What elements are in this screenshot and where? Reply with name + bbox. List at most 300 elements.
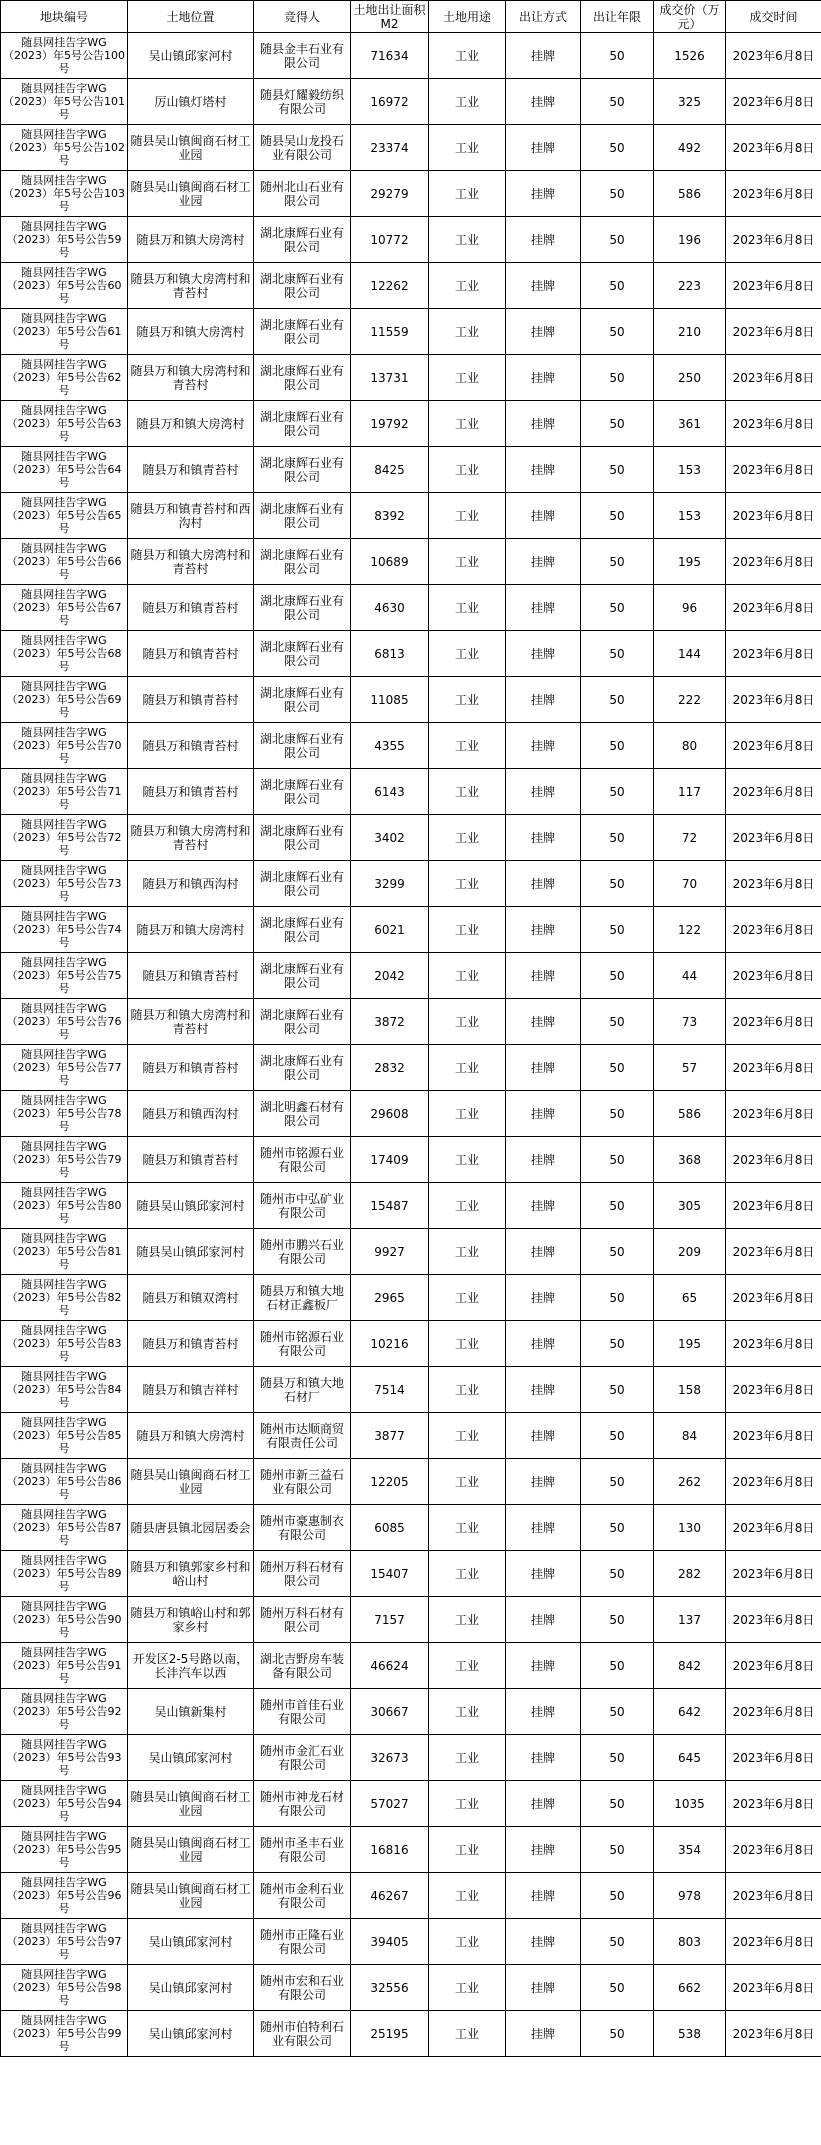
price-cell: 645 (654, 1735, 726, 1781)
location-cell: 随县万和镇大房湾村和青苔村 (128, 263, 254, 309)
years-cell: 50 (581, 1597, 654, 1643)
years-cell: 50 (581, 1137, 654, 1183)
years-cell: 50 (581, 79, 654, 125)
area-cell: 3402 (351, 815, 429, 861)
method-cell: 挂牌 (506, 1183, 581, 1229)
buyer-cell: 湖北康辉石业有限公司 (254, 263, 351, 309)
years-cell: 50 (581, 263, 654, 309)
price-cell: 73 (654, 999, 726, 1045)
price-cell: 122 (654, 907, 726, 953)
price-cell: 196 (654, 217, 726, 263)
header-area: 土地出让面积M2 (351, 1, 429, 33)
years-cell: 50 (581, 1735, 654, 1781)
method-cell: 挂牌 (506, 1321, 581, 1367)
area-cell: 4355 (351, 723, 429, 769)
location-cell: 随县吴山镇邱家河村 (128, 1229, 254, 1275)
buyer-cell: 湖北康辉石业有限公司 (254, 631, 351, 677)
price-cell: 538 (654, 2011, 726, 2057)
usage-cell: 工业 (429, 1735, 506, 1781)
usage-cell: 工业 (429, 79, 506, 125)
method-cell: 挂牌 (506, 1597, 581, 1643)
table-row (1, 1045, 821, 1091)
date-cell: 2023年6月8日 (726, 861, 821, 907)
table-row (1, 585, 821, 631)
buyer-cell: 随州市豪惠制衣有限公司 (254, 1505, 351, 1551)
location-cell: 随县吴山镇闽商石材工业园 (128, 125, 254, 171)
usage-cell: 工业 (429, 1275, 506, 1321)
usage-cell: 工业 (429, 999, 506, 1045)
date-cell: 2023年6月8日 (726, 815, 821, 861)
table-body (1, 33, 821, 2057)
price-cell: 361 (654, 401, 726, 447)
date-cell: 2023年6月8日 (726, 1689, 821, 1735)
method-cell: 挂牌 (506, 723, 581, 769)
usage-cell: 工业 (429, 493, 506, 539)
location-cell: 随县万和镇大房湾村 (128, 1413, 254, 1459)
area-cell: 46267 (351, 1873, 429, 1919)
usage-cell: 工业 (429, 769, 506, 815)
parcel-code-cell: 随县网挂告字WG（2023）年5号公告77号 (1, 1045, 128, 1091)
area-cell: 16972 (351, 79, 429, 125)
usage-cell: 工业 (429, 723, 506, 769)
method-cell: 挂牌 (506, 953, 581, 999)
price-cell: 70 (654, 861, 726, 907)
parcel-code-cell: 随县网挂告字WG（2023）年5号公告59号 (1, 217, 128, 263)
method-cell: 挂牌 (506, 1045, 581, 1091)
years-cell: 50 (581, 631, 654, 677)
location-cell: 随县万和镇青苔村 (128, 1045, 254, 1091)
buyer-cell: 湖北康辉石业有限公司 (254, 907, 351, 953)
years-cell: 50 (581, 953, 654, 999)
years-cell: 50 (581, 1689, 654, 1735)
area-cell: 9927 (351, 1229, 429, 1275)
area-cell: 2965 (351, 1275, 429, 1321)
method-cell: 挂牌 (506, 1275, 581, 1321)
parcel-code-cell: 随县网挂告字WG（2023）年5号公告71号 (1, 769, 128, 815)
price-cell: 492 (654, 125, 726, 171)
method-cell: 挂牌 (506, 585, 581, 631)
parcel-code-cell: 随县网挂告字WG（2023）年5号公告101号 (1, 79, 128, 125)
method-cell: 挂牌 (506, 125, 581, 171)
location-cell: 随县万和镇大房湾村 (128, 217, 254, 263)
table-row (1, 1735, 821, 1781)
price-cell: 65 (654, 1275, 726, 1321)
buyer-cell: 湖北康辉石业有限公司 (254, 723, 351, 769)
buyer-cell: 随州市铭源石业有限公司 (254, 1321, 351, 1367)
table-row (1, 263, 821, 309)
buyer-cell: 随州市铭源石业有限公司 (254, 1137, 351, 1183)
method-cell: 挂牌 (506, 1781, 581, 1827)
location-cell: 随县万和镇青苔村 (128, 1321, 254, 1367)
location-cell: 随县吴山镇闽商石材工业园 (128, 1827, 254, 1873)
price-cell: 262 (654, 1459, 726, 1505)
parcel-code-cell: 随县网挂告字WG（2023）年5号公告80号 (1, 1183, 128, 1229)
price-cell: 144 (654, 631, 726, 677)
usage-cell: 工业 (429, 125, 506, 171)
area-cell: 3877 (351, 1413, 429, 1459)
date-cell: 2023年6月8日 (726, 1643, 821, 1689)
years-cell: 50 (581, 1413, 654, 1459)
years-cell: 50 (581, 907, 654, 953)
method-cell: 挂牌 (506, 493, 581, 539)
table-row (1, 677, 821, 723)
buyer-cell: 湖北康辉石业有限公司 (254, 769, 351, 815)
table-row (1, 1321, 821, 1367)
parcel-code-cell: 随县网挂告字WG（2023）年5号公告100号 (1, 33, 128, 79)
area-cell: 10772 (351, 217, 429, 263)
parcel-code-cell: 随县网挂告字WG（2023）年5号公告98号 (1, 1965, 128, 2011)
parcel-code-cell: 随县网挂告字WG（2023）年5号公告95号 (1, 1827, 128, 1873)
years-cell: 50 (581, 815, 654, 861)
usage-cell: 工业 (429, 1597, 506, 1643)
years-cell: 50 (581, 1229, 654, 1275)
date-cell: 2023年6月8日 (726, 1045, 821, 1091)
years-cell: 50 (581, 447, 654, 493)
location-cell: 随县万和镇郭家乡村和峪山村 (128, 1551, 254, 1597)
usage-cell: 工业 (429, 401, 506, 447)
price-cell: 1035 (654, 1781, 726, 1827)
price-cell: 117 (654, 769, 726, 815)
table-row (1, 999, 821, 1045)
date-cell: 2023年6月8日 (726, 33, 821, 79)
area-cell: 7514 (351, 1367, 429, 1413)
years-cell: 50 (581, 1045, 654, 1091)
buyer-cell: 随州市新三益石业有限公司 (254, 1459, 351, 1505)
usage-cell: 工业 (429, 1229, 506, 1275)
table-row (1, 1689, 821, 1735)
date-cell: 2023年6月8日 (726, 1459, 821, 1505)
date-cell: 2023年6月8日 (726, 1873, 821, 1919)
area-cell: 10689 (351, 539, 429, 585)
header-buyer: 竞得人 (254, 1, 351, 33)
years-cell: 50 (581, 171, 654, 217)
price-cell: 96 (654, 585, 726, 631)
location-cell: 随县吴山镇邱家河村 (128, 1183, 254, 1229)
method-cell: 挂牌 (506, 1873, 581, 1919)
location-cell: 随县万和镇大房湾村和青苔村 (128, 355, 254, 401)
area-cell: 2042 (351, 953, 429, 999)
usage-cell: 工业 (429, 309, 506, 355)
buyer-cell: 随县灯耀毅纺织有限公司 (254, 79, 351, 125)
usage-cell: 工业 (429, 861, 506, 907)
area-cell: 3299 (351, 861, 429, 907)
buyer-cell: 湖北康辉石业有限公司 (254, 355, 351, 401)
date-cell: 2023年6月8日 (726, 355, 821, 401)
table-row (1, 907, 821, 953)
date-cell: 2023年6月8日 (726, 723, 821, 769)
price-cell: 250 (654, 355, 726, 401)
date-cell: 2023年6月8日 (726, 1735, 821, 1781)
parcel-code-cell: 随县网挂告字WG（2023）年5号公告94号 (1, 1781, 128, 1827)
method-cell: 挂牌 (506, 1505, 581, 1551)
location-cell: 厉山镇灯塔村 (128, 79, 254, 125)
parcel-code-cell: 随县网挂告字WG（2023）年5号公告73号 (1, 861, 128, 907)
method-cell: 挂牌 (506, 355, 581, 401)
buyer-cell: 湖北康辉石业有限公司 (254, 401, 351, 447)
date-cell: 2023年6月8日 (726, 1091, 821, 1137)
years-cell: 50 (581, 999, 654, 1045)
years-cell: 50 (581, 493, 654, 539)
parcel-code-cell: 随县网挂告字WG（2023）年5号公告66号 (1, 539, 128, 585)
table-row (1, 1275, 821, 1321)
parcel-code-cell: 随县网挂告字WG（2023）年5号公告76号 (1, 999, 128, 1045)
usage-cell: 工业 (429, 217, 506, 263)
table-row (1, 1413, 821, 1459)
location-cell: 开发区2-5号路以南，长沣汽车以西 (128, 1643, 254, 1689)
buyer-cell: 随州市首佳石业有限公司 (254, 1689, 351, 1735)
price-cell: 586 (654, 171, 726, 217)
location-cell: 随县万和镇青苔村 (128, 953, 254, 999)
area-cell: 15487 (351, 1183, 429, 1229)
parcel-code-cell: 随县网挂告字WG（2023）年5号公告78号 (1, 1091, 128, 1137)
usage-cell: 工业 (429, 631, 506, 677)
buyer-cell: 随州市伯特利石业有限公司 (254, 2011, 351, 2057)
area-cell: 12262 (351, 263, 429, 309)
parcel-code-cell: 随县网挂告字WG（2023）年5号公告81号 (1, 1229, 128, 1275)
parcel-code-cell: 随县网挂告字WG（2023）年5号公告67号 (1, 585, 128, 631)
price-cell: 223 (654, 263, 726, 309)
price-cell: 209 (654, 1229, 726, 1275)
area-cell: 16816 (351, 1827, 429, 1873)
price-cell: 586 (654, 1091, 726, 1137)
location-cell: 随县万和镇青苔村 (128, 585, 254, 631)
table-row (1, 1367, 821, 1413)
price-cell: 222 (654, 677, 726, 723)
date-cell: 2023年6月8日 (726, 907, 821, 953)
table-row (1, 769, 821, 815)
parcel-code-cell: 随县网挂告字WG（2023）年5号公告63号 (1, 401, 128, 447)
years-cell: 50 (581, 1091, 654, 1137)
area-cell: 46624 (351, 1643, 429, 1689)
usage-cell: 工业 (429, 1551, 506, 1597)
buyer-cell: 湖北康辉石业有限公司 (254, 677, 351, 723)
buyer-cell: 随州市圣丰石业有限公司 (254, 1827, 351, 1873)
date-cell: 2023年6月8日 (726, 1827, 821, 1873)
table-row (1, 539, 821, 585)
years-cell: 50 (581, 355, 654, 401)
usage-cell: 工业 (429, 355, 506, 401)
area-cell: 10216 (351, 1321, 429, 1367)
parcel-code-cell: 随县网挂告字WG（2023）年5号公告69号 (1, 677, 128, 723)
area-cell: 29608 (351, 1091, 429, 1137)
location-cell: 随县万和镇青苔村 (128, 677, 254, 723)
table-row (1, 171, 821, 217)
method-cell: 挂牌 (506, 1137, 581, 1183)
price-cell: 325 (654, 79, 726, 125)
parcel-code-cell: 随县网挂告字WG（2023）年5号公告62号 (1, 355, 128, 401)
date-cell: 2023年6月8日 (726, 953, 821, 999)
date-cell: 2023年6月8日 (726, 1919, 821, 1965)
years-cell: 50 (581, 769, 654, 815)
method-cell: 挂牌 (506, 1091, 581, 1137)
price-cell: 57 (654, 1045, 726, 1091)
buyer-cell: 随县万和镇大地石材厂 (254, 1367, 351, 1413)
parcel-code-cell: 随县网挂告字WG（2023）年5号公告82号 (1, 1275, 128, 1321)
buyer-cell: 随州市中弘矿业有限公司 (254, 1183, 351, 1229)
date-cell: 2023年6月8日 (726, 677, 821, 723)
area-cell: 25195 (351, 2011, 429, 2057)
header-years: 出让年限 (581, 1, 654, 33)
method-cell: 挂牌 (506, 1459, 581, 1505)
table-row (1, 1505, 821, 1551)
price-cell: 195 (654, 1321, 726, 1367)
years-cell: 50 (581, 539, 654, 585)
location-cell: 随县万和镇吉祥村 (128, 1367, 254, 1413)
area-cell: 3872 (351, 999, 429, 1045)
table-row (1, 79, 821, 125)
area-cell: 71634 (351, 33, 429, 79)
price-cell: 642 (654, 1689, 726, 1735)
method-cell: 挂牌 (506, 815, 581, 861)
date-cell: 2023年6月8日 (726, 769, 821, 815)
area-cell: 6813 (351, 631, 429, 677)
date-cell: 2023年6月8日 (726, 1137, 821, 1183)
usage-cell: 工业 (429, 1873, 506, 1919)
method-cell: 挂牌 (506, 1643, 581, 1689)
price-cell: 130 (654, 1505, 726, 1551)
price-cell: 44 (654, 953, 726, 999)
area-cell: 7157 (351, 1597, 429, 1643)
table-row (1, 33, 821, 79)
table-header (1, 1, 821, 33)
price-cell: 210 (654, 309, 726, 355)
buyer-cell: 随州市金利石业有限公司 (254, 1873, 351, 1919)
price-cell: 368 (654, 1137, 726, 1183)
parcel-code-cell: 随县网挂告字WG（2023）年5号公告65号 (1, 493, 128, 539)
area-cell: 29279 (351, 171, 429, 217)
header-parcel-code: 地块编号 (1, 1, 128, 33)
method-cell: 挂牌 (506, 1965, 581, 2011)
years-cell: 50 (581, 217, 654, 263)
method-cell: 挂牌 (506, 171, 581, 217)
buyer-cell: 湖北康辉石业有限公司 (254, 999, 351, 1045)
parcel-code-cell: 随县网挂告字WG（2023）年5号公告60号 (1, 263, 128, 309)
years-cell: 50 (581, 1183, 654, 1229)
area-cell: 17409 (351, 1137, 429, 1183)
location-cell: 随县万和镇青苔村和西沟村 (128, 493, 254, 539)
location-cell: 随县万和镇西沟村 (128, 861, 254, 907)
parcel-code-cell: 随县网挂告字WG（2023）年5号公告103号 (1, 171, 128, 217)
usage-cell: 工业 (429, 1459, 506, 1505)
table-row (1, 953, 821, 999)
price-cell: 72 (654, 815, 726, 861)
table-row (1, 1965, 821, 2011)
parcel-code-cell: 随县网挂告字WG（2023）年5号公告93号 (1, 1735, 128, 1781)
usage-cell: 工业 (429, 1091, 506, 1137)
date-cell: 2023年6月8日 (726, 309, 821, 355)
table-row (1, 217, 821, 263)
usage-cell: 工业 (429, 171, 506, 217)
table-row (1, 1781, 821, 1827)
method-cell: 挂牌 (506, 1367, 581, 1413)
method-cell: 挂牌 (506, 33, 581, 79)
buyer-cell: 随州市达顺商贸有限责任公司 (254, 1413, 351, 1459)
location-cell: 吴山镇邱家河村 (128, 1735, 254, 1781)
location-cell: 吴山镇邱家河村 (128, 1965, 254, 2011)
table-row (1, 1919, 821, 1965)
location-cell: 随县万和镇青苔村 (128, 723, 254, 769)
usage-cell: 工业 (429, 2011, 506, 2057)
buyer-cell: 随县万和镇大地石材正鑫板厂 (254, 1275, 351, 1321)
parcel-code-cell: 随县网挂告字WG（2023）年5号公告75号 (1, 953, 128, 999)
price-cell: 978 (654, 1873, 726, 1919)
parcel-code-cell: 随县网挂告字WG（2023）年5号公告86号 (1, 1459, 128, 1505)
area-cell: 32673 (351, 1735, 429, 1781)
header-location: 土地位置 (128, 1, 254, 33)
years-cell: 50 (581, 309, 654, 355)
usage-cell: 工业 (429, 1367, 506, 1413)
date-cell: 2023年6月8日 (726, 401, 821, 447)
years-cell: 50 (581, 861, 654, 907)
area-cell: 39405 (351, 1919, 429, 1965)
buyer-cell: 随县金丰石业有限公司 (254, 33, 351, 79)
usage-cell: 工业 (429, 677, 506, 723)
parcel-code-cell: 随县网挂告字WG（2023）年5号公告96号 (1, 1873, 128, 1919)
buyer-cell: 湖北康辉石业有限公司 (254, 447, 351, 493)
date-cell: 2023年6月8日 (726, 263, 821, 309)
parcel-code-cell: 随县网挂告字WG（2023）年5号公告99号 (1, 2011, 128, 2057)
method-cell: 挂牌 (506, 1229, 581, 1275)
location-cell: 随县万和镇大房湾村 (128, 401, 254, 447)
date-cell: 2023年6月8日 (726, 171, 821, 217)
years-cell: 50 (581, 1367, 654, 1413)
header-method: 出让方式 (506, 1, 581, 33)
parcel-code-cell: 随县网挂告字WG（2023）年5号公告97号 (1, 1919, 128, 1965)
usage-cell: 工业 (429, 33, 506, 79)
location-cell: 随县吴山镇闽商石材工业园 (128, 1873, 254, 1919)
parcel-code-cell: 随县网挂告字WG（2023）年5号公告90号 (1, 1597, 128, 1643)
usage-cell: 工业 (429, 1321, 506, 1367)
area-cell: 11085 (351, 677, 429, 723)
parcel-code-cell: 随县网挂告字WG（2023）年5号公告84号 (1, 1367, 128, 1413)
parcel-code-cell: 随县网挂告字WG（2023）年5号公告68号 (1, 631, 128, 677)
date-cell: 2023年6月8日 (726, 79, 821, 125)
location-cell: 随县万和镇双湾村 (128, 1275, 254, 1321)
buyer-cell: 随州北山石业有限公司 (254, 171, 351, 217)
parcel-code-cell: 随县网挂告字WG（2023）年5号公告83号 (1, 1321, 128, 1367)
location-cell: 吴山镇邱家河村 (128, 2011, 254, 2057)
table-row (1, 1229, 821, 1275)
area-cell: 13731 (351, 355, 429, 401)
years-cell: 50 (581, 401, 654, 447)
usage-cell: 工业 (429, 447, 506, 493)
buyer-cell: 湖北康辉石业有限公司 (254, 217, 351, 263)
buyer-cell: 随州市鹏兴石业有限公司 (254, 1229, 351, 1275)
date-cell: 2023年6月8日 (726, 1275, 821, 1321)
location-cell: 随县万和镇西沟村 (128, 1091, 254, 1137)
buyer-cell: 随州万科石材有限公司 (254, 1597, 351, 1643)
buyer-cell: 湖北康辉石业有限公司 (254, 1045, 351, 1091)
buyer-cell: 随州市神龙石材有限公司 (254, 1781, 351, 1827)
years-cell: 50 (581, 1275, 654, 1321)
table-row (1, 1091, 821, 1137)
table-row (1, 355, 821, 401)
table-row (1, 1827, 821, 1873)
method-cell: 挂牌 (506, 1735, 581, 1781)
price-cell: 84 (654, 1413, 726, 1459)
method-cell: 挂牌 (506, 217, 581, 263)
buyer-cell: 随州市宏和石业有限公司 (254, 1965, 351, 2011)
years-cell: 50 (581, 1965, 654, 2011)
price-cell: 305 (654, 1183, 726, 1229)
date-cell: 2023年6月8日 (726, 631, 821, 677)
area-cell: 30667 (351, 1689, 429, 1735)
location-cell: 随县万和镇青苔村 (128, 631, 254, 677)
price-cell: 158 (654, 1367, 726, 1413)
method-cell: 挂牌 (506, 79, 581, 125)
location-cell: 随县唐县镇北园居委会 (128, 1505, 254, 1551)
location-cell: 随县万和镇青苔村 (128, 1137, 254, 1183)
